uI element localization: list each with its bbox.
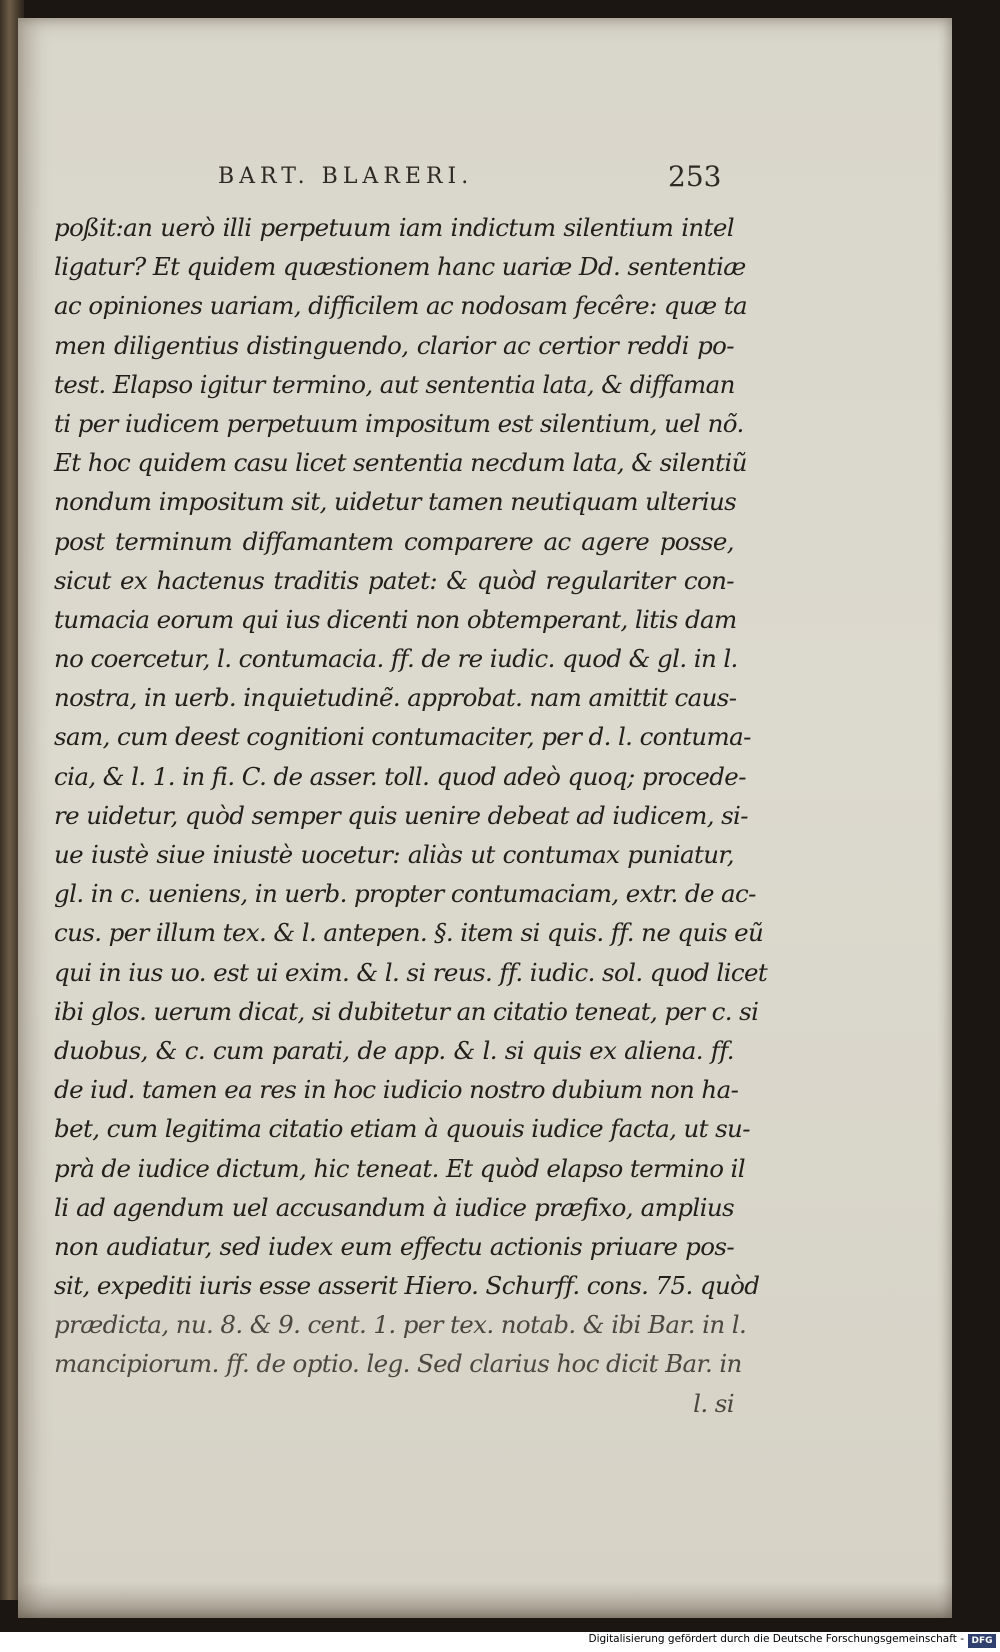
- text-line: mancipiorum. ff. de optio. leg. Sed clarius hoc dicit Bar. in: [54, 1349, 742, 1379]
- text-line: tumacia eorum qui ius dicenti non obtemperant, litis dam: [54, 604, 737, 634]
- text-line: poßit:an uerò illi perpetuum iam indictum silentium intel: [54, 213, 734, 242]
- text-line: sam, cum deest cognitioni contumaciter, per d. l. contuma-: [54, 722, 751, 752]
- text-line: re uidetur, quòd semper quis uenire debeat ad iudicem, si-: [54, 800, 748, 830]
- text-line: sit, expediti iuris esse asserit Hiero. Schurff. cons. 75. quòd: [54, 1271, 760, 1301]
- running-head: BART. BLARERI.: [218, 164, 474, 189]
- body-text: [54, 208, 768, 1423]
- page-number: 253: [668, 160, 722, 193]
- text-line: cus. per illum tex. & l. antepen. §. item si quis. ff. ne quis eũ: [54, 918, 764, 948]
- text-line: duobus, & c. cum parati, de app. & l. si quis ex aliena. ff.: [54, 1035, 734, 1065]
- text-line: post terminum diffamantem comparere ac agere posse,: [54, 526, 734, 556]
- text-line: ligatur? Et quidem quæstionem hanc uariæ Dd. sententiæ: [54, 252, 746, 282]
- text-line: non audiatur, sed iudex eum effectu actionis priuare pos-: [54, 1231, 734, 1261]
- text-line: ibi glos. uerum dicat, si dubitetur an citatio teneat, per c. si: [54, 996, 759, 1026]
- funding-credit: Digitalisierung gefördert durch die Deutsche Forschungsgemeinschaft -: [588, 1633, 964, 1645]
- text-line: qui in ius uo. est ui exim. & l. si reus. ff. iudic. sol. quod licet: [54, 957, 768, 987]
- text-line: prà de iudice dictum, hic teneat. Et quòd elapso termino il: [54, 1153, 745, 1183]
- dfg-logo: DFG: [968, 1634, 996, 1648]
- text-line: bet, cum legitima citatio etiam à quouis iudice facta, ut su-: [54, 1114, 750, 1144]
- book-page: [18, 18, 952, 1618]
- text-line: nostra, in uerb. inquietudinẽ. approbat. nam amittit caus-: [54, 683, 737, 713]
- text-line: nondum impositum sit, uidetur tamen neutiquam ulterius: [54, 487, 737, 517]
- text-line: test. Elapso igitur termino, aut sententia lata, & diffaman: [54, 369, 735, 399]
- text-line: gl. in c. ueniens, in uerb. propter contumaciam, extr. de ac-: [54, 879, 756, 909]
- text-line: sicut ex hactenus traditis patet: & quòd regulariter con-: [54, 565, 734, 595]
- catchword: l. si: [693, 1388, 734, 1418]
- text-line: ti per iudicem perpetuum impositum est silentium, uel nõ.: [54, 408, 744, 438]
- text-line: men diligentius distinguendo, clarior ac certior reddi po-: [54, 330, 734, 360]
- text-line: cia, & l. 1. in fi. C. de asser. toll. quod adeò quoq; procede-: [54, 761, 746, 791]
- text-line: Et hoc quidem casu licet sententia necdum lata, & silentiũ: [54, 448, 747, 478]
- text-line: de iud. tamen ea res in hoc iudicio nostro dubium non ha-: [54, 1075, 739, 1105]
- page-bottom-shadow: [18, 1582, 952, 1618]
- text-line: li ad agendum uel accusandum à iudice præfixo, amplius: [54, 1192, 734, 1222]
- text-line: prædicta, nu. 8. & 9. cent. 1. per tex. notab. & ibi Bar. in l.: [54, 1310, 747, 1340]
- text-line: ue iustè siue iniustè uocetur: aliàs ut contumax puniatur,: [54, 840, 734, 869]
- text-line: no coercetur, l. contumacia. ff. de re iudic. quod & gl. in l.: [54, 644, 738, 674]
- text-line: ac opiniones uariam, difficilem ac nodosam fecêre: quæ ta: [54, 291, 747, 321]
